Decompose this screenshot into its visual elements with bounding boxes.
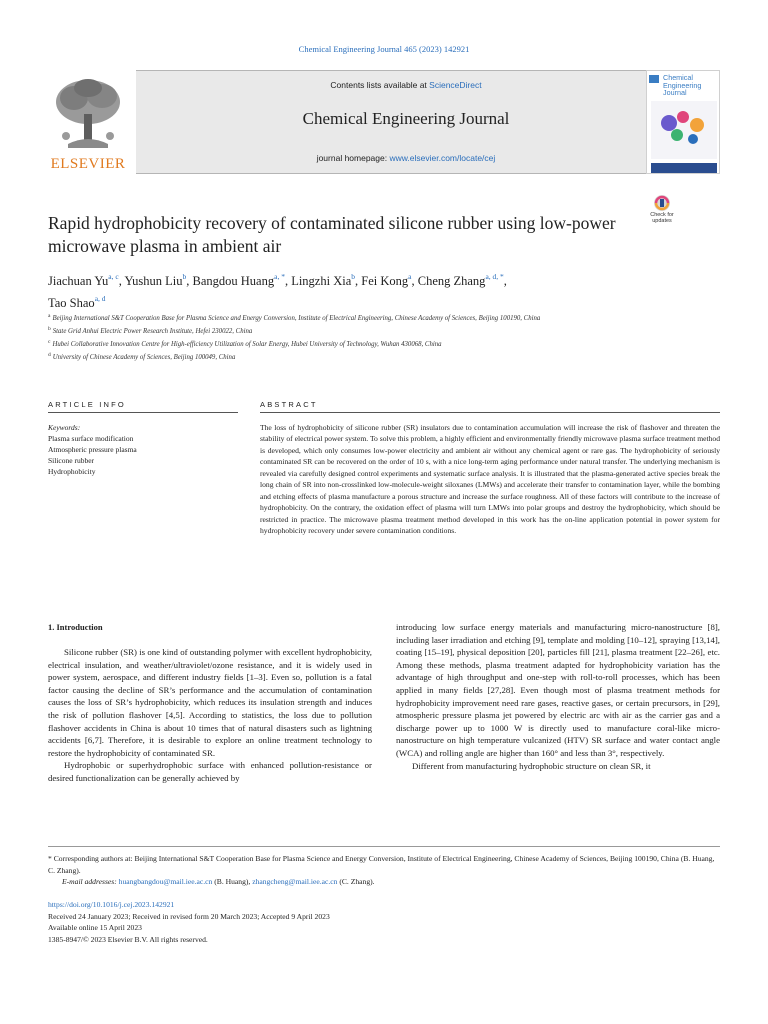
keyword: Silicone rubber: [48, 456, 95, 465]
elsevier-wordmark: ELSEVIER: [50, 156, 126, 172]
body-column-left: [48, 646, 372, 785]
publication-info: [48, 899, 720, 945]
abstract-text: The loss of hydrophobicity of silicone rubber (SR) insulators due to contamination accumulation will increase the risk of flashover and threaten the stability of electrical power system. To solve this problem, a highly efficient and environmentally friendly microwave plasma surface treatment method is developed, which only consumes low-power electricity and ambient air without any chemical agent or rare gas. The hydrophobicity of seriously contaminated SR can be recovered on the order of 10 s, with a nice long-term aging performance under natural transfer. The underlying mechanism is revealed via carefully designed control experiments and systematic surface analysis. It is illustrated that the plasma-generated active species break the long chain of SR into non-crosslinked low-molecule-weight siloxanes (LMWs) and accelerate their transfer to contamination layer, while the bombing and etching effects of plasma manufacture a porous structure and increase the surface roughness. All of these factors will contribute to the increase of hydrophobicity. On the contrary, the oxidation effect of plasma will turn LMWs into polar groups and destroy the hydrophobicity, which should be restricted in practice. The microwave plasma treatment method developed in this work has the on-line application potential in power system for hydrophobicity recovery under severe contamination conditions.: [260, 423, 720, 536]
footnote-rule: [48, 846, 720, 847]
email-line: [48, 876, 720, 888]
author[interactable]: Tao Shao$^{a, d}$: [48, 294, 106, 310]
keywords-block: [48, 422, 238, 477]
homepage-link[interactable]: www.elsevier.com/locate/cej: [389, 153, 496, 163]
author[interactable]: Jiachuan Yu$^{a, c}$: [48, 272, 119, 288]
introduction-heading: 1. Introduction: [48, 622, 103, 632]
homepage-line: [136, 153, 676, 163]
author[interactable]: Cheng Zhang$^{a, d, *}$: [417, 272, 504, 288]
article-info-rule: [48, 412, 238, 413]
email-owner: (B. Huang),: [212, 877, 253, 886]
article-title: Rapid hydrophobicity recovery of contaminated silicone rubber using low-power microwave plasma in ambient air: [48, 213, 616, 256]
keywords-label: Keywords:: [48, 423, 81, 432]
masthead: [48, 70, 720, 180]
contents-line: [136, 80, 676, 90]
online-date: Available online 15 April 2023: [48, 923, 142, 932]
journal-name: Chemical Engineering Journal: [302, 109, 510, 128]
author-list: Jiachuan Yu$^{a, c}$, Yushun Liu$^b$, Bangdou Huang$^{a, *}$, Lingzhi Xia$^b$, Fei Kong$^a$, Cheng Zhang$^{a, d, *}$, Tao Shao$^{a, d}$: [48, 272, 507, 310]
cover-title: Chemical Engineering Journal: [663, 73, 702, 98]
author[interactable]: Yushun Liu$^b$: [124, 272, 187, 288]
keyword: Atmospheric pressure plasma: [48, 445, 137, 454]
elsevier-tree-icon: [48, 74, 128, 154]
affiliation: $^a$ Beijing International S&T Cooperation Base for Plasma Science and Energy Conversion, Institute of Electrical Engineering, Chinese Academy of Sciences, Beijing 100190, China: [48, 313, 541, 322]
elsevier-tree-logo[interactable]: [48, 74, 128, 172]
corresponding-note: * Corresponding authors at: Beijing International S&T Cooperation Base for Plasma Science and Energy Conversion, Institute of Electrical Engineering, Chinese Academy of Sciences, Beijing 100190, China (B. Huang, C. Zhang).: [48, 854, 715, 875]
homepage-prefix: journal homepage:: [316, 153, 390, 163]
body-paragraph: introducing low surface energy materials and manufacturing micro-nanostructure [8], including laser irradiation and etching [9], template and molding [10–12], spraying [13,14], coating [15–19], physical deposition [20], particles fill [21], plasma treatment [22–26], etc. Among these methods, plasma treatment adapted for hydrophobicity variation has the advantage of high throughput and one-step with roll-to-roll processes, which has been applied in many fields [27,28]. Even though most of plasma treatment methods for hydrophobicity improvement need rare gases, reactive gases, or certain precursors, in [29], atmospheric pressure plasma jet powered by electric arc with air as the carrier gas and a discharge power up to 1000 W is directly used to manufacture coral-like micro-nanostructure on high temperature vulcanized (HTV) SR surface and water contact angle (WCA) and rolling angle are higher than 160° and less than 3°, respectively.: [396, 622, 720, 758]
check-for-updates-label: Check for updates: [650, 212, 674, 224]
body-paragraph: Silicone rubber (SR) is one kind of outstanding polymer with excellent hydrophobicity, electrical insulation, and weather/ultraviolet/ozone resistance, and it is widely used in power system, aerospace, and different industry fields [1–3]. Even so, pollution is a fatal factor causing the decline of SR’s performance and the accumulation of contamination causes the loss of SR’s hydrophobicity, which reduces its insulation strength and induces the risk of pollution flashover [4,5]. According to statistics, the loss due to pollution flashover accidents in China is about 10 times that of natural disasters such as lightning accidents [6,7]. Therefore, it is desirable to explore an online treatment technology to restore the hydrophobicity of contaminated SR.: [48, 647, 372, 758]
keyword: Plasma surface modification: [48, 434, 134, 443]
copyright: 1385-8947/© 2023 Elsevier B.V. All rights reserved.: [48, 934, 208, 944]
masthead-band: [136, 70, 676, 174]
affiliation: $^d$ University of Chinese Academy of Sciences, Beijing 100049, China: [48, 352, 236, 361]
check-for-updates-button[interactable]: [645, 194, 679, 230]
affiliation: $^b$ State Grid Anhui Electric Power Research Institute, Hefei 230022, China: [48, 326, 253, 335]
contents-prefix: Contents lists available at: [330, 80, 430, 90]
abstract-heading: ABSTRACT: [260, 400, 318, 409]
email-link-zhang[interactable]: zhangcheng@mail.iee.ac.cn: [252, 877, 338, 886]
body-paragraph: Hydrophobic or superhydrophobic surface with enhanced pollution-resistance or desired functionalization can be generally achieved by: [48, 760, 372, 783]
affiliations: [48, 311, 628, 363]
sciencedirect-link[interactable]: ScienceDirect: [429, 80, 482, 90]
corresponding-author-footnote: [48, 853, 720, 888]
author[interactable]: Bangdou Huang$^{a, *}$: [192, 272, 285, 288]
received-dates: Received 24 January 2023; Received in revised form 20 March 2023; Accepted 9 April 2023: [48, 911, 330, 921]
author[interactable]: Lingzhi Xia$^b$: [291, 272, 356, 288]
body-column-right: [396, 621, 720, 772]
keyword: Hydrophobicity: [48, 467, 96, 476]
journal-cover[interactable]: [646, 70, 720, 174]
journal-reference[interactable]: Chemical Engineering Journal 465 (2023) 142921: [298, 44, 470, 54]
body-paragraph: Different from manufacturing hydrophobic structure on clean SR, it: [412, 760, 651, 771]
email-link-huang[interactable]: huangbangdou@mail.iee.ac.cn: [118, 877, 213, 886]
doi-link[interactable]: https://doi.org/10.1016/j.cej.2023.142921: [48, 900, 175, 909]
email-owner: (C. Zhang).: [337, 877, 375, 886]
article-info-heading: ARTICLE INFO: [48, 400, 126, 409]
abstract-rule: [260, 412, 720, 413]
check-for-updates-icon: [645, 194, 679, 212]
affiliation: $^c$ Hubei Collaborative Innovation Centre for High-efficiency Utilization of Solar Energy, Hubei University of Technology, Wuhan 430068, China: [48, 339, 442, 348]
author[interactable]: Fei Kong$^a$: [361, 272, 412, 288]
email-label: E-mail addresses:: [62, 877, 117, 886]
